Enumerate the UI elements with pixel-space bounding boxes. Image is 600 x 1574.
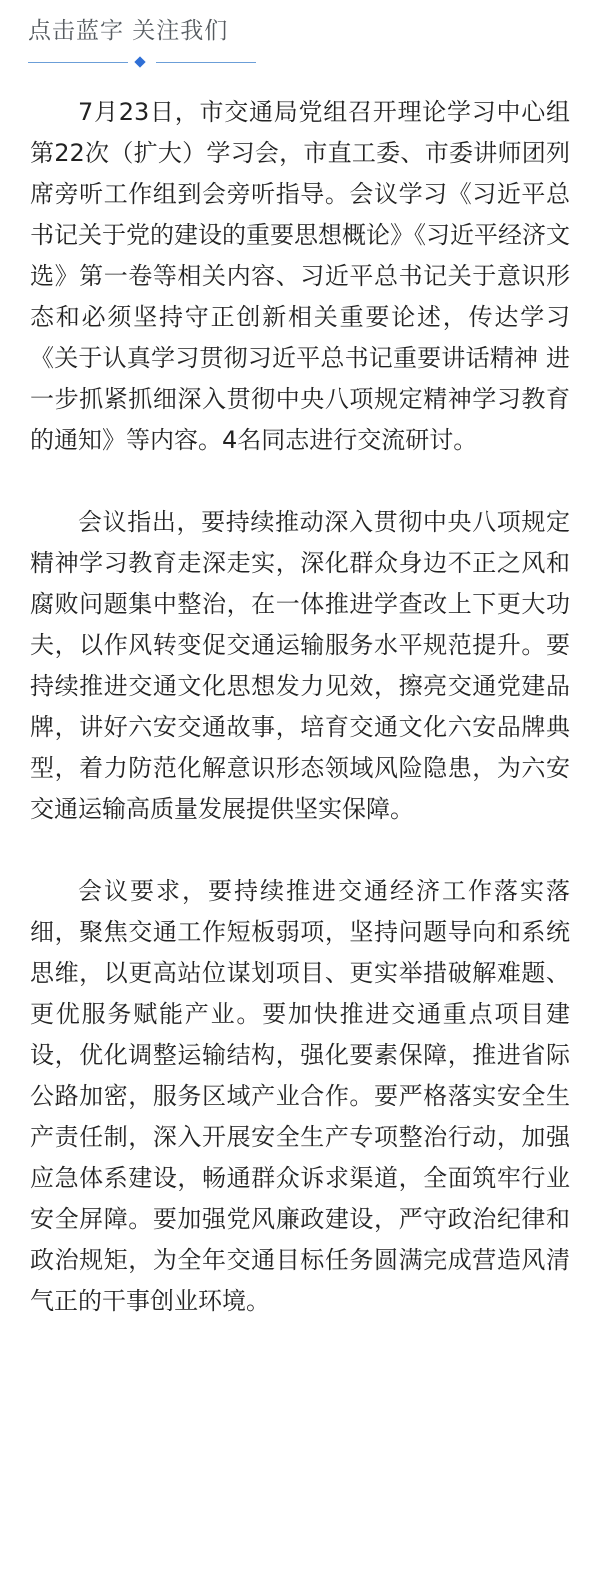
divider-line-right [156,62,256,63]
header-divider [28,56,256,70]
article-body [30,92,570,1322]
article-paragraph: 7月23日，市交通局党组召开理论学习中心组第22次（扩大）学习会，市直工委、市委讲师团列席旁听工作组到会旁听指导。会议学习《习近平总书记关于党的建设的重要思想概论》《习近平经济文选》第一卷等相关内容、习近平总书记关于意识形态和必须坚持守正创新相关重要论述，传达学习《关于认真学习贯彻习近平总书记重要讲话精神 进一步抓紧抓细深入贯彻中央八项规定精神学习教育的通知》等内容。4名同志进行交流研讨。 [30,98,570,454]
diamond-icon [134,56,145,67]
divider-line-left [28,62,128,63]
article-paragraph: 会议指出，要持续推动深入贯彻中央八项规定精神学习教育走深走实，深化群众身边不正之风和腐败问题集中整治，在一体推进学查改上下更大功夫，以作风转变促交通运输服务水平规范提升。要持续推进交通文化思想发力见效，擦亮交通党建品牌，讲好六安交通故事，培育交通文化六安品牌典型，着力防范化解意识形态领域风险隐患，为六安交通运输高质量发展提供坚实保障。 [30,508,570,823]
follow-us-title[interactable]: 点击蓝字 关注我们 [28,18,229,44]
follow-header[interactable] [28,14,258,70]
article-paragraph: 会议要求，要持续推进交通经济工作落实落细，聚焦交通工作短板弱项，坚持问题导向和系统思维，以更高站位谋划项目、更实举措破解难题、更优服务赋能产业。要加快推进交通重点项目建设，优化调整运输结构，强化要素保障，推进省际公路加密，服务区域产业合作。要严格落实安全生产责任制，深入开展安全生产专项整治行动，加强应急体系建设，畅通群众诉求渠道，全面筑牢行业安全屏障。要加强党风廉政建设，严守政治纪律和政治规矩，为全年交通目标任务圆满完成营造风清气正的干事创业环境。 [30,877,570,1315]
